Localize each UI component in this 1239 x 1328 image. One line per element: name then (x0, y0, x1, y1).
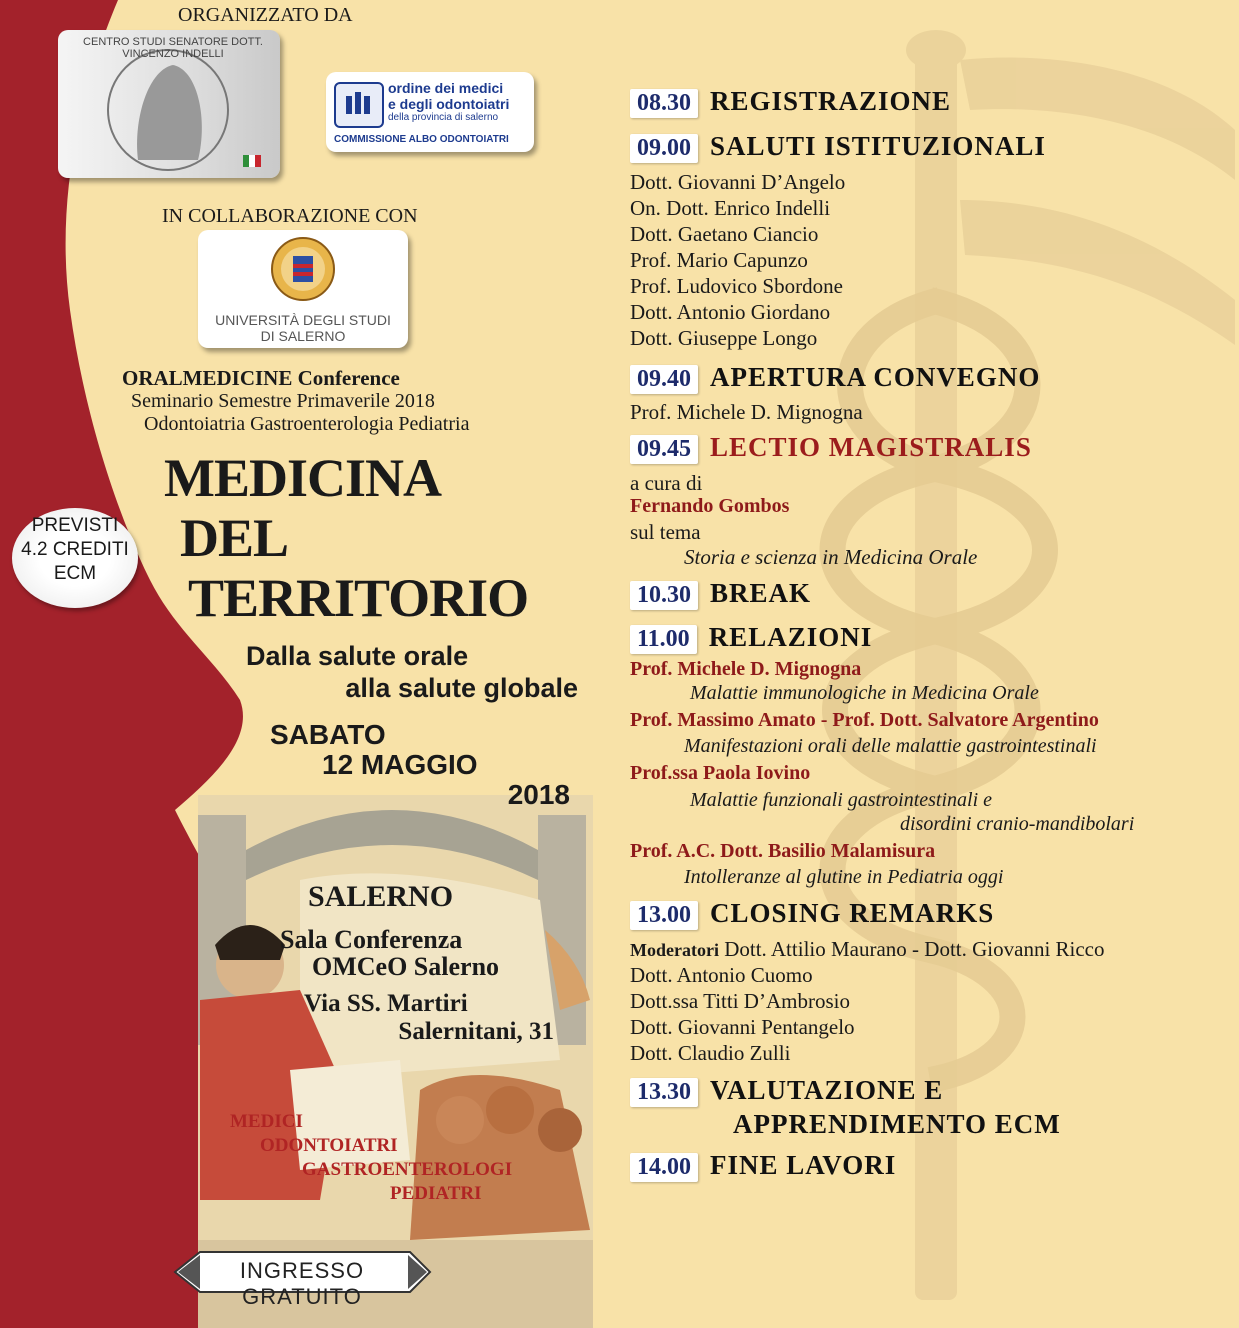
session-time: 13.30 (630, 1078, 698, 1107)
session-time: 09.45 (630, 435, 698, 464)
session-apertura (630, 362, 1040, 394)
person-name: Dott. Antonio Cuomo (630, 963, 813, 987)
talk-topic: Malattie immunologiche in Medicina Orale (690, 682, 1039, 704)
session-time: 13.00 (630, 901, 698, 930)
title-line3: TERRITORIO (188, 568, 529, 628)
session-fine (630, 1150, 896, 1182)
moderators-label: Moderatori (630, 940, 719, 960)
ordine-line2: e degli odontoiatri (388, 96, 510, 112)
session-time: 08.30 (630, 89, 698, 118)
ordine-medici-icon (334, 82, 384, 128)
subtitle (246, 640, 578, 704)
person-name: Dott. Giovanni Pentangelo (630, 1015, 855, 1039)
credits-line2: 4.2 CREDITI (21, 539, 129, 560)
moderators-line (630, 936, 1105, 963)
person-name: On. Dott. Enrico Indelli (630, 196, 831, 220)
centro-studi-logo (58, 30, 280, 178)
session-saluti (630, 131, 1046, 163)
date-line3: 2018 (507, 779, 570, 810)
talk-speaker: Prof. A.C. Dott. Basilio Malamisura (630, 840, 936, 862)
talk-topic: Manifestazioni orali delle malattie gastrointestinali (684, 735, 1097, 757)
moderators-names: Dott. Attilio Maurano - Dott. Giovanni Ricco (724, 937, 1105, 961)
session-time: 09.00 (630, 134, 698, 163)
universita-salerno-logo (198, 230, 408, 348)
ordine-line3: della provincia di salerno (388, 112, 499, 123)
seminar-line: Seminario Semestre Primaverile 2018 (131, 390, 435, 412)
session-time: 10.30 (630, 581, 698, 610)
lectio-speaker: Fernando Gombos (630, 495, 790, 517)
person-name: Prof. Ludovico Sbordone (630, 274, 843, 298)
audience-item: ODONTOIATRI (260, 1135, 398, 1156)
session-title: FINE LAVORI (710, 1150, 897, 1180)
entry-label: INGRESSO GRATUITO (239, 1258, 365, 1309)
session-time: 09.40 (630, 365, 698, 394)
collaboration-label: IN COLLABORAZIONE CON (162, 205, 418, 227)
talk-topic-continued: disordini cranio-mandibolari (900, 813, 1135, 835)
venue-hall (280, 926, 499, 980)
manuscript-illustration (198, 795, 593, 1328)
audience-item: MEDICI (230, 1111, 303, 1132)
session-title: VALUTAZIONE E (710, 1075, 944, 1105)
session-break (630, 578, 811, 610)
centro-studi-text: CENTRO STUDI SENATORE DOTT. VINCENZO INDELLI (83, 36, 263, 60)
title-line1: MEDICINA (164, 448, 442, 508)
person-name: Dott. Antonio Giordano (630, 300, 831, 324)
lectio-theme: Storia e scienza in Medicina Orale (684, 545, 978, 569)
audience-list (230, 1110, 512, 1206)
conference-name: ORALMEDICINE Conference (122, 366, 400, 390)
session-relazioni (630, 622, 872, 654)
talk-topic: Malattie funzionali gastrointestinali e (690, 789, 993, 811)
subtitle-line1: Dalla salute orale (246, 641, 469, 671)
session-time: 11.00 (630, 625, 697, 654)
date-line2: 12 MAGGIO (322, 749, 478, 780)
date-line1: SABATO (270, 719, 386, 750)
person-name: Dott.ssa Titti D’Ambrosio (630, 989, 850, 1013)
audience-item: GASTROENTEROLOGI (302, 1159, 513, 1180)
talk-topic: Intolleranze al glutine in Pediatria oggi (684, 866, 1004, 888)
venue-address2: Salernitani, 31 (398, 1018, 554, 1045)
session-title: LECTIO MAGISTRALIS (710, 432, 1032, 462)
session-closing (630, 898, 994, 930)
universita-line2: DI SALERNO (260, 328, 346, 344)
credits-line1: PREVISTI (31, 515, 119, 536)
venue-city: SALERNO (308, 880, 454, 913)
venue-address1: Via SS. Martiri (304, 990, 468, 1017)
session-time: 14.00 (630, 1153, 698, 1182)
person-name: Dott. Gaetano Ciancio (630, 222, 819, 246)
session-valutazione (630, 1075, 943, 1107)
session-title-continued: APPRENDIMENTO ECM (733, 1109, 1061, 1139)
talk-speaker: Prof. Massimo Amato - Prof. Dott. Salvatore Argentino (630, 709, 1099, 731)
event-date (270, 720, 570, 810)
ordine-line1: ordine dei medici (388, 80, 504, 96)
person-name: Prof. Michele D. Mignogna (630, 400, 863, 424)
person-name: Dott. Claudio Zulli (630, 1041, 791, 1065)
session-title: RELAZIONI (708, 622, 873, 652)
talk-speaker: Prof.ssa Paola Iovino (630, 762, 811, 784)
session-title: CLOSING REMARKS (710, 898, 995, 928)
credits-badge (12, 508, 138, 608)
session-registrazione (630, 86, 951, 118)
session-title: BREAK (710, 578, 812, 608)
talk-speaker: Prof. Michele D. Mignogna (630, 658, 862, 680)
organized-by-label: ORGANIZZATO DA (178, 4, 353, 26)
ordine-line4: COMMISSIONE ALBO ODONTOIATRI (334, 134, 509, 145)
person-name: Dott. Giovanni D’Angelo (630, 170, 846, 194)
universita-line1: UNIVERSITÀ DEGLI STUDI (215, 312, 391, 328)
lectio-by: a cura di (630, 471, 703, 495)
credits-line3: ECM (53, 563, 97, 584)
topics-line: Odontoiatria Gastroenterologia Pediatria (144, 413, 470, 435)
closing-people-list (630, 962, 855, 1066)
ordine-medici-logo (326, 72, 534, 152)
session-title: REGISTRAZIONE (710, 86, 952, 116)
lectio-theme-label: sul tema (630, 520, 701, 544)
session-lectio (630, 432, 1032, 464)
main-title (164, 448, 528, 628)
saluti-people-list (630, 169, 845, 351)
universita-seal-icon (263, 236, 343, 302)
venue-address (304, 990, 554, 1046)
audience-item: PEDIATRI (390, 1183, 482, 1204)
person-name: Prof. Mario Capunzo (630, 248, 808, 272)
venue-hall2: OMCeO Salerno (312, 952, 500, 981)
session-title: SALUTI ISTITUZIONALI (710, 131, 1046, 161)
title-line2: DEL (180, 508, 289, 568)
subtitle-line2: alla salute globale (345, 673, 578, 703)
person-name: Dott. Giuseppe Longo (630, 326, 818, 350)
session-title: APERTURA CONVEGNO (710, 362, 1041, 392)
venue-hall1: Sala Conferenza (280, 925, 463, 954)
